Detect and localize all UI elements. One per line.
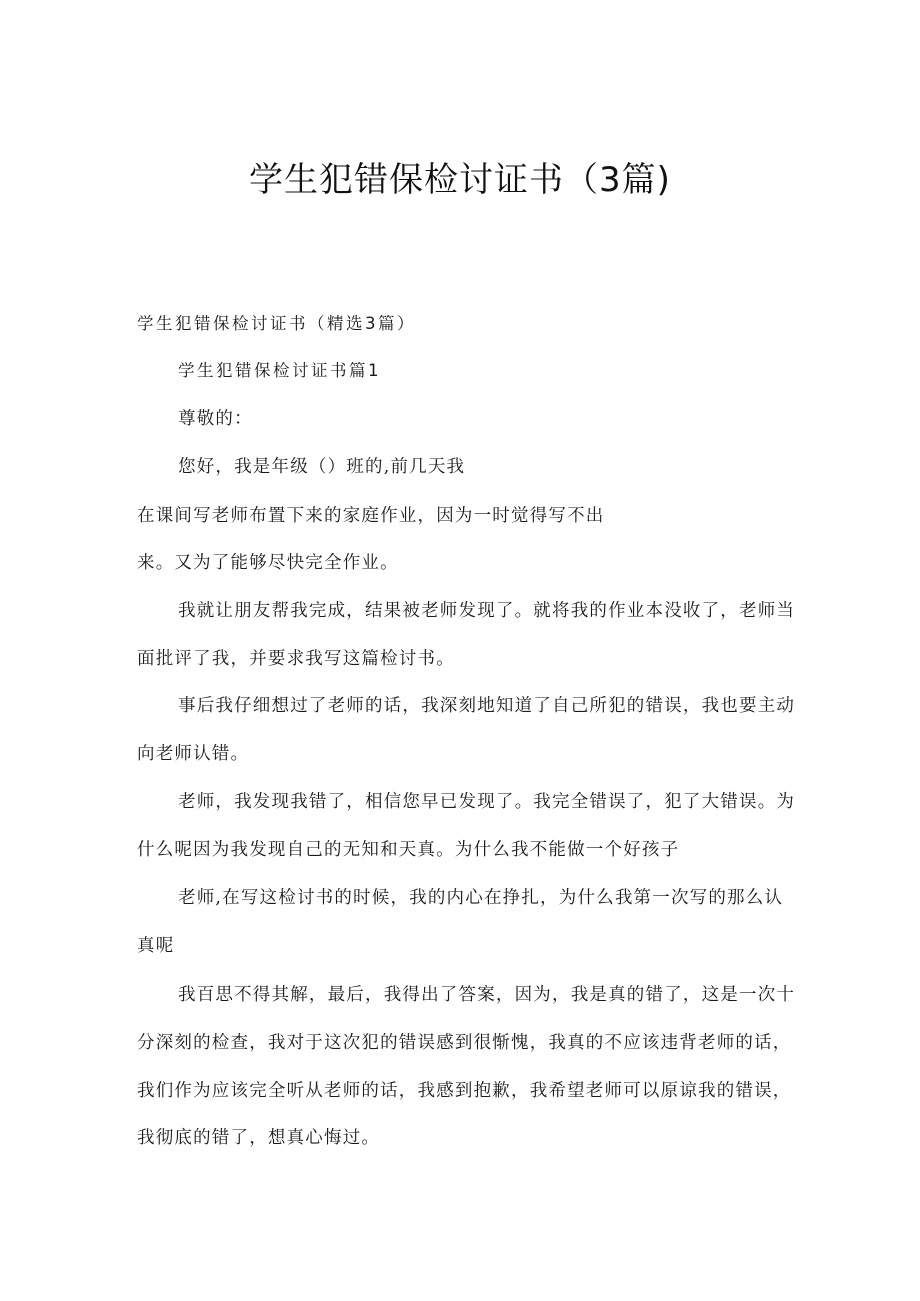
salutation: 尊敬的： <box>178 409 253 429</box>
paragraph-line: 向老师认错。 <box>137 744 250 764</box>
paragraph-line: 事后我仔细想过了老师的话，我深刻地知道了自己所犯的错误，我也要主动 <box>178 696 796 716</box>
paragraph-line: 真呢 <box>137 936 175 956</box>
paragraph-line: 来。又为了能够尽快完全作业。 <box>137 553 399 573</box>
paragraph-line: 我彻底的错了，想真心悔过。 <box>137 1128 381 1148</box>
paragraph-line: 分深刻的检查，我对于这次犯的错误感到很惭愧，我真的不应该违背老师的话， <box>137 1033 792 1053</box>
section-heading: 学生犯错保检讨证书篇1 <box>178 361 381 380</box>
paragraph-line: 我就让朋友帮我完成，结果被老师发现了。就将我的作业本没收了，老师当 <box>178 601 796 621</box>
paragraph-line: 我百思不得其解，最后，我得出了答案，因为，我是真的错了，这是一次十 <box>178 985 796 1005</box>
paragraph-line: 什么呢因为我发现自己的无知和天真。为什么我不能做一个好孩子 <box>137 840 680 860</box>
paragraph-line: 在课间写老师布置下来的家庭作业，因为一时觉得写不出 <box>137 506 605 526</box>
paragraph-line: 老师,在写这检讨书的时候，我的内心在挣扎，为什么我第一次写的那么认 <box>178 888 784 908</box>
paragraph-line: 面批评了我，并要求我写这篇检讨书。 <box>137 649 455 669</box>
paragraph-line: 我们作为应该完全听从老师的话，我感到抱歉，我希望老师可以原谅我的错误， <box>137 1081 792 1101</box>
document-subtitle: 学生犯错保检讨证书（精选3篇） <box>137 314 416 333</box>
document-title: 学生犯错保检讨证书（3篇) <box>249 160 671 200</box>
paragraph-line: 您好，我是年级（）班的,前几天我 <box>178 457 466 477</box>
paragraph-line: 老师，我发现我错了，相信您早已发现了。我完全错误了，犯了大错误。为 <box>178 792 796 812</box>
